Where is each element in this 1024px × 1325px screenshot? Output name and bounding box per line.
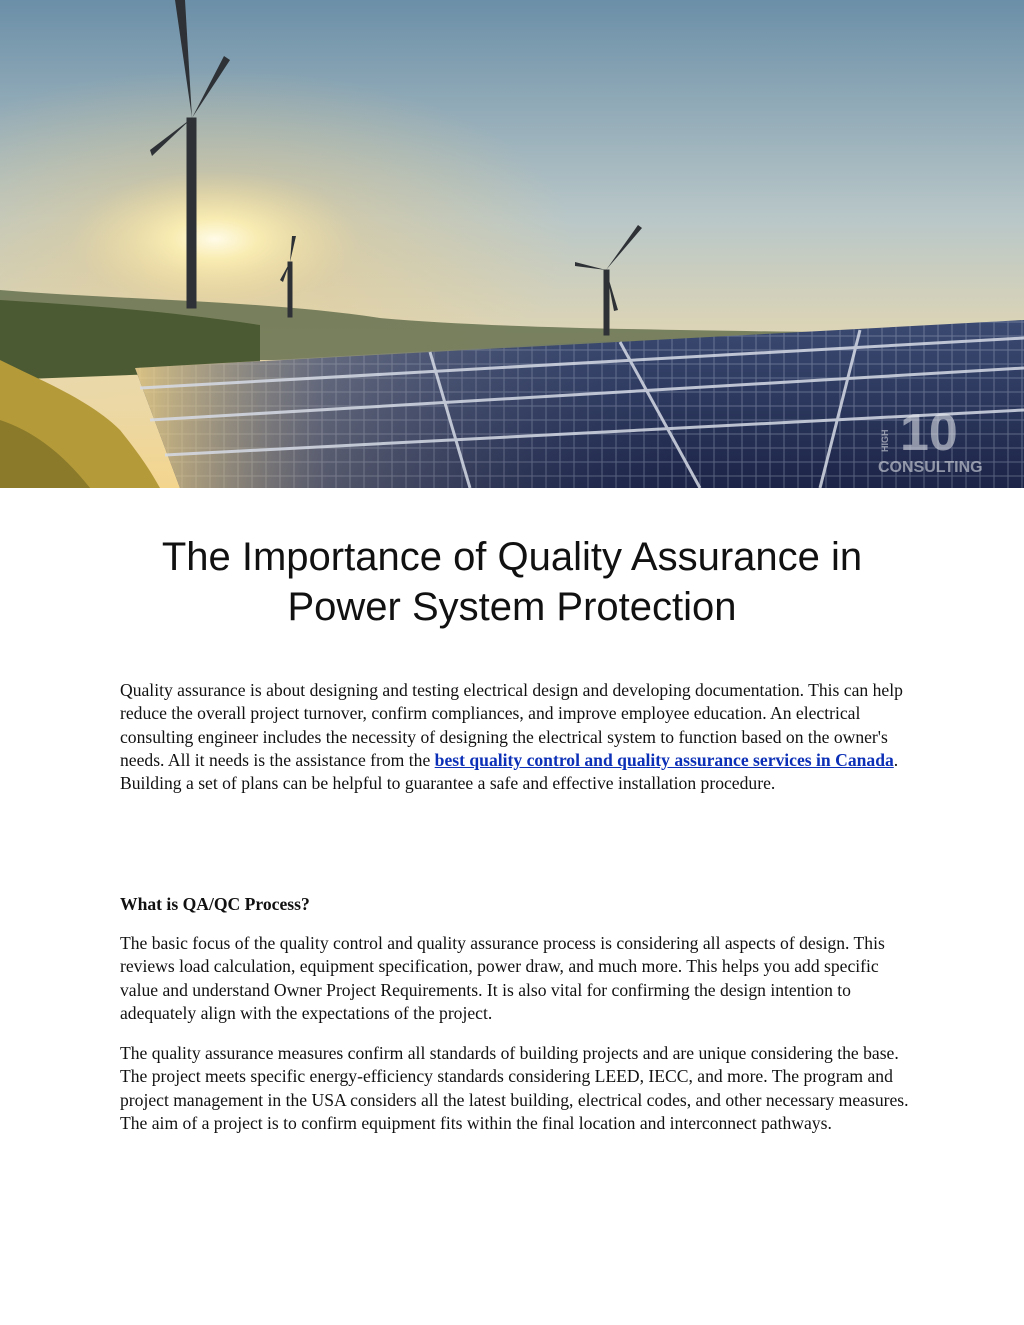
page-title: [0, 532, 1024, 632]
hero-image: [0, 0, 1024, 488]
qa-services-link[interactable]: best quality control and quality assurance services in Canada: [434, 749, 894, 770]
title-line-1: The Importance of Quality Assurance in: [161, 535, 863, 579]
measures-paragraph: The quality assurance measures confirm all standards of building projects and are unique considering the base. The project meets specific energy-efficiency standards considering LEED, IECC, and more. The program and project management in the USA considers all the latest building, electrical codes, and other necessary measures. The aim of a project is to confirm equipment fits within the final location and interconnect pathways.: [120, 1043, 909, 1133]
intro-text-before-link: Quality assurance is about designing and testing electrical design and developing documentation. This can help reduce the overall project turnover, confirm compliances, and improve employee education. An electrical consulting engineer includes the necessity of designing the electrical system to function based on the owner's needs. All it needs is the assistance from the: [120, 680, 903, 770]
logo-word: CONSULTING: [878, 459, 983, 476]
intro-text-after-link: . Building a set of plans can be helpful to guarantee a safe and effective installation procedure.: [120, 749, 899, 794]
section-heading: What is QA/QC Process?: [120, 894, 310, 914]
logo-number: 10: [900, 404, 958, 462]
title-line-2: Power System Protection: [287, 585, 737, 629]
logo-side: HIGH: [880, 429, 890, 452]
intro-paragraph: [120, 679, 910, 795]
qaqc-paragraph: The basic focus of the quality control and quality assurance process is considering all aspects of design. This reviews load calculation, equipment specification, power draw, and much more. This helps you add specific value and understand Owner Project Requirements. It is also vital for confirming the design intention to adequately align with the expectations of the project.: [120, 933, 885, 1023]
